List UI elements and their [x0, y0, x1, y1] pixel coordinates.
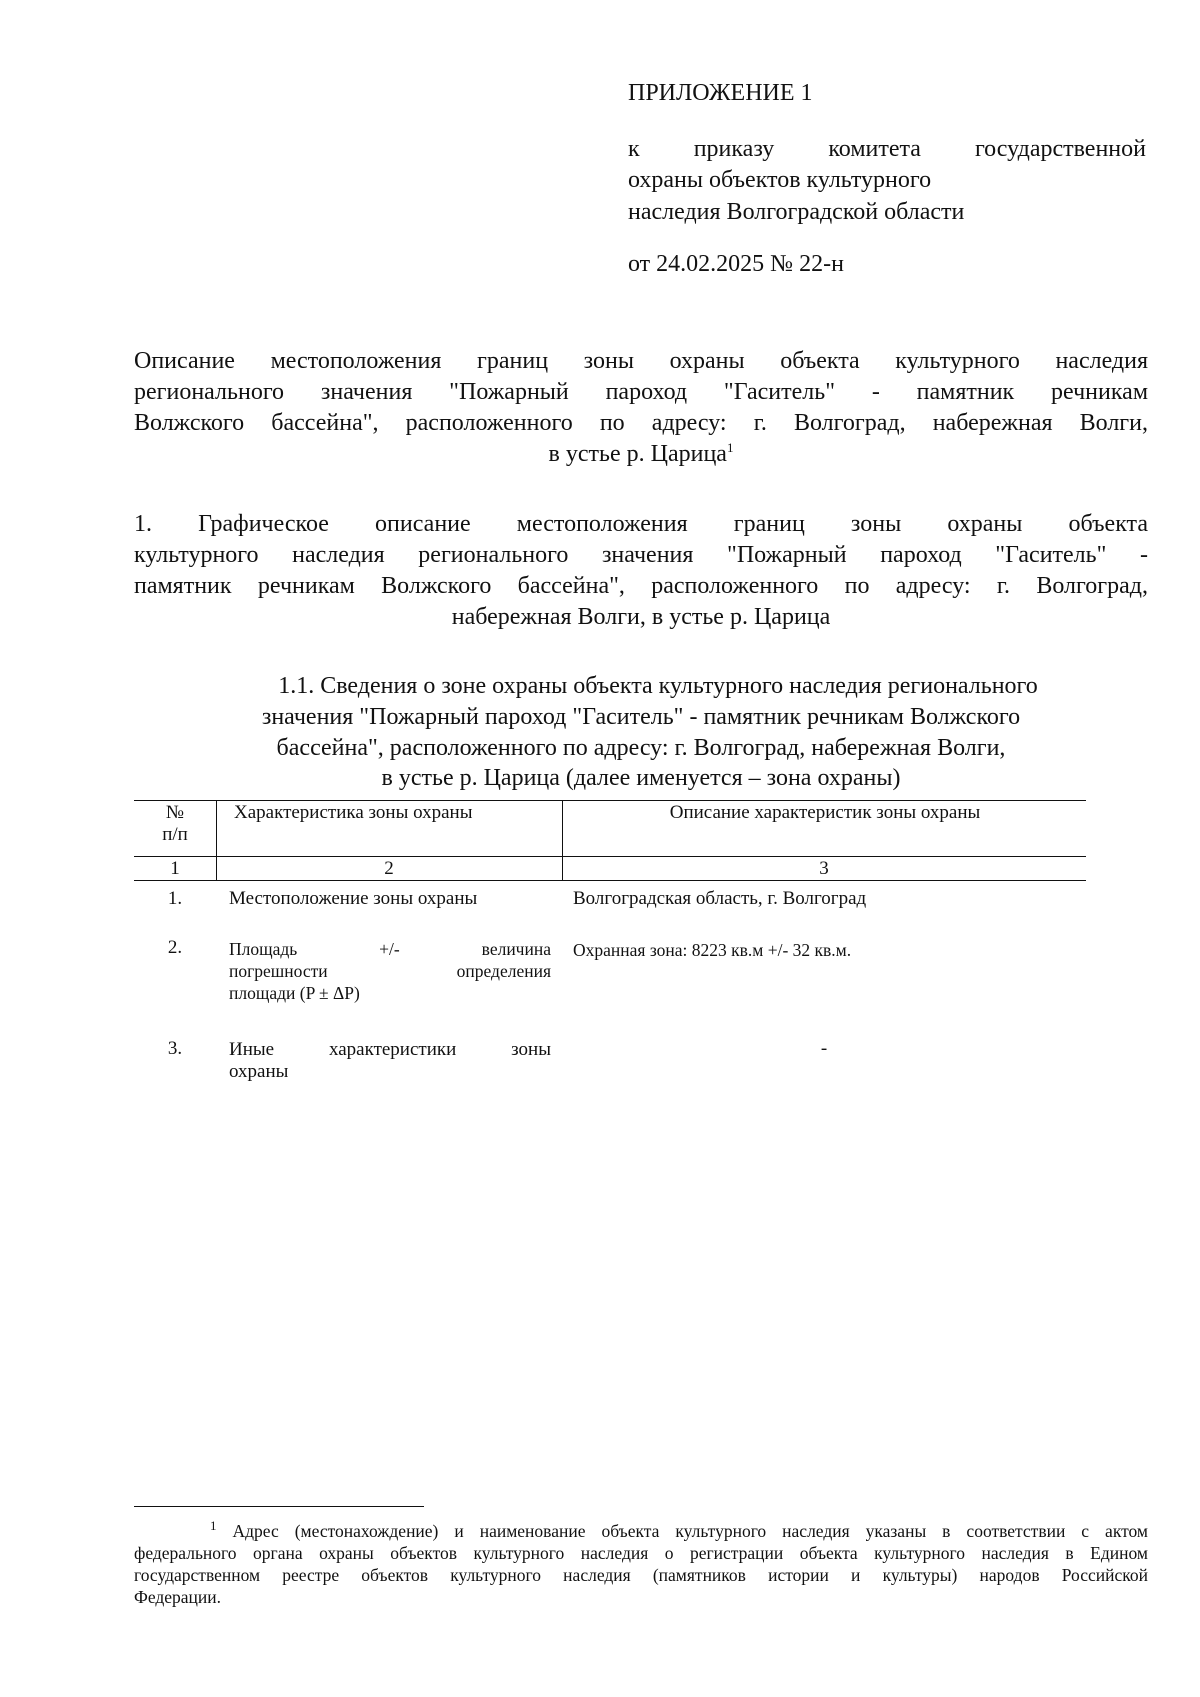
characteristic-word: зоны [511, 1039, 551, 1060]
table-header-characteristic: Характеристика зоны охраны [234, 802, 473, 823]
characteristic-word: характеристики [328, 1039, 457, 1060]
title-line: Волжского бассейна", расположенного по адресу: г. Волгоград, набережная Волги, [134, 410, 1148, 436]
footnote-line: государственном реестре объектов культурного наследия (памятников истории и культуры) народов Российской [134, 1565, 1148, 1585]
zone-info-table [134, 800, 1086, 1200]
table-header-number [134, 802, 216, 846]
section-line: памятник речникам Волжского бассейна", расположенного по адресу: г. Волгоград, [134, 573, 1148, 599]
characteristic-word: Иные [229, 1039, 275, 1060]
appendix-title: ПРИЛОЖЕНИЕ 1 [628, 80, 813, 106]
row-characteristic [229, 1039, 551, 1083]
table-numbering-border [134, 880, 1086, 881]
footnote-line [134, 1520, 1148, 1542]
footnote-ref: 1 [726, 440, 734, 455]
row-description: Волгоградская область, г. Волгоград [573, 888, 867, 909]
characteristic-word: охраны [229, 1061, 289, 1082]
column-number: 2 [384, 858, 394, 879]
footnote-separator [134, 1506, 424, 1507]
row-number: 2. [167, 937, 183, 958]
row-characteristic [229, 938, 551, 1004]
row-description: Охранная зона: 8223 кв.м +/- 32 кв.м. [573, 940, 852, 960]
footnote [134, 1520, 1148, 1608]
table-top-border [134, 800, 1086, 801]
column-number: 1 [170, 858, 180, 879]
characteristic-word: площади (P ± ΔP) [229, 983, 360, 1003]
document-title [134, 346, 1148, 470]
appendix-order-line-3: наследия Волгоградской области [628, 199, 965, 225]
header-number-label: п/п [162, 824, 188, 845]
section-line: культурного наследия регионального значения "Пожарный пароход "Гаситель" - [134, 542, 1148, 568]
appendix-order-line-2: охраны объектов культурного [628, 167, 932, 193]
title-line: Описание местоположения границ зоны охраны объекта культурного наследия [134, 348, 1148, 374]
column-number: 3 [819, 858, 829, 879]
order-date: от 24.02.2025 № 22-н [628, 251, 844, 277]
characteristic-word: определения [456, 961, 551, 981]
title-line: регионального значения "Пожарный пароход "Гаситель" - памятник речникам [134, 379, 1148, 405]
order-word: комитета [828, 136, 921, 162]
footnote-text: Адрес (местонахождение) и наименование объекта культурного наследия указаны в соответствии с актом [232, 1521, 1148, 1541]
characteristic-word: +/- [379, 939, 400, 959]
table-header-description: Описание характеристик зоны охраны [669, 802, 981, 823]
section-line: набережная Волги, в устье р. Царица [451, 604, 831, 630]
characteristic-word: величина [481, 939, 551, 959]
order-word: государственной [974, 136, 1146, 162]
title-line-last [134, 439, 1148, 470]
table-header-border [134, 856, 1086, 857]
section-line: 1. Графическое описание местоположения границ зоны охраны объекта [134, 511, 1148, 537]
subsection-line: значения "Пожарный пароход "Гаситель" - памятник речникам Волжского [261, 704, 1021, 730]
characteristic-word: Площадь [229, 939, 298, 959]
section-1-heading [134, 509, 1148, 633]
row-description: - [820, 1038, 828, 1059]
subsection-line: 1.1. Сведения о зоне охраны объекта культурного наследия регионального [278, 673, 1038, 699]
characteristic-word: погрешности [229, 961, 328, 981]
row-characteristic: Местоположение зоны охраны [229, 888, 478, 909]
row-number: 1. [167, 888, 183, 909]
footnote-mark: 1 [210, 1518, 217, 1534]
order-word: приказу [693, 136, 775, 162]
header-number-sign: № [165, 802, 185, 823]
subsection-line: бассейна", расположенного по адресу: г. Волгоград, набережная Волги, [276, 735, 1006, 761]
footnote-line: Федерации. [134, 1587, 222, 1607]
order-word: к [628, 136, 640, 162]
subsection-line: в устье р. Царица (далее именуется – зона охраны) [381, 765, 901, 791]
row-number: 3. [167, 1038, 183, 1059]
title-line-text: в устье р. Царица [548, 441, 727, 467]
appendix-order-line-1 [628, 134, 1146, 165]
footnote-line: федерального органа охраны объектов культурного наследия о регистрации объекта культурного наследия в Едином [134, 1543, 1148, 1563]
